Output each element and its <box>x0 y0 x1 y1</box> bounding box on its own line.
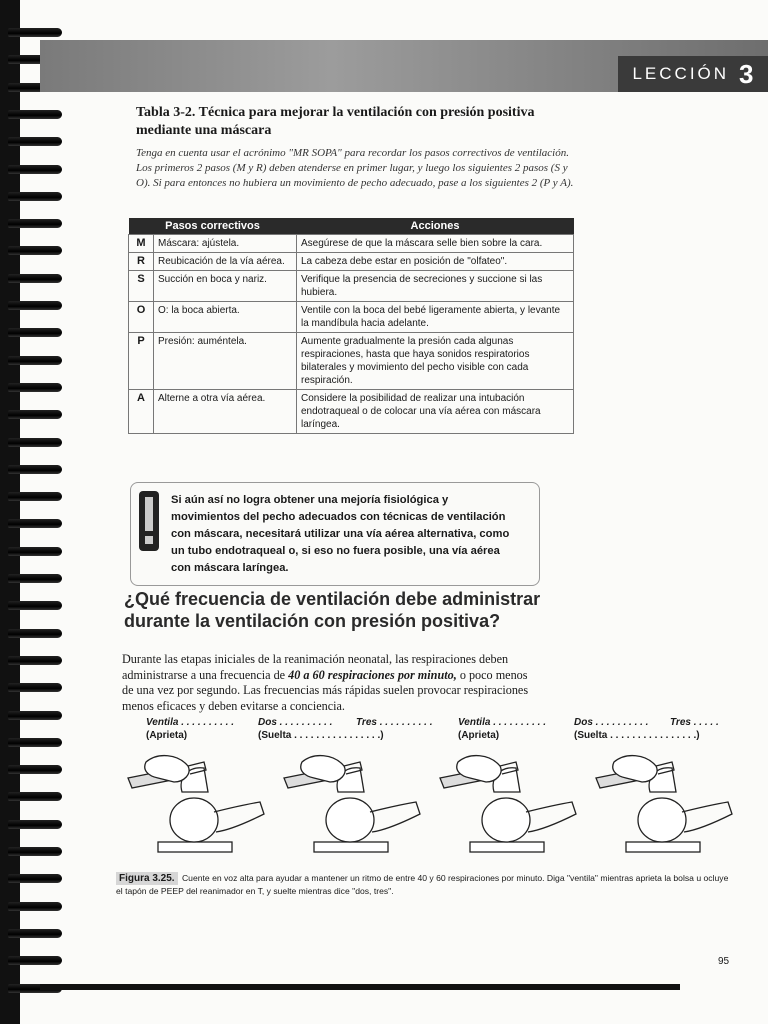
binding-coil <box>8 738 62 747</box>
step-letter: P <box>129 333 154 390</box>
binding-coil <box>8 847 62 856</box>
table-row <box>129 302 574 333</box>
binding-coil <box>8 383 62 392</box>
header-actions: Acciones <box>297 218 574 235</box>
alert-box <box>130 482 540 586</box>
step-action: Verifique la presencia de secreciones y succione si las hubiera. <box>297 271 574 302</box>
body-paragraph <box>122 652 542 714</box>
header-steps: Pasos correctivos <box>129 218 297 235</box>
table-row <box>129 253 574 271</box>
body-text-before: Durante las etapas iniciales de la reanimación neonatal, las respiraciones deben administrarse a una frecuencia de <box>122 652 509 682</box>
binding-coil <box>8 110 62 119</box>
lesson-badge <box>618 56 768 92</box>
binding-coil <box>8 792 62 801</box>
binding-coil <box>8 465 62 474</box>
count-ventila-1: Ventila . . . . . . . . . . (Aprieta) <box>146 717 234 741</box>
table-row <box>129 271 574 302</box>
binding-coil <box>8 137 62 146</box>
step-letter: M <box>129 235 154 253</box>
step-letter: S <box>129 271 154 302</box>
spiral-binding <box>0 0 62 1024</box>
binding-coil <box>8 274 62 283</box>
step-action: Considere la posibilidad de realizar una intubación endotraqueal o de colocar una vía aérea con máscara laríngea. <box>297 390 574 434</box>
step-name: Máscara: ajústela. <box>154 235 297 253</box>
binding-coil <box>8 574 62 583</box>
step-letter: R <box>129 253 154 271</box>
step-action: La cabeza debe estar en posición de "olfateo". <box>297 253 574 271</box>
binding-spine <box>0 0 20 1024</box>
step-name: Presión: auméntela. <box>154 333 297 390</box>
table-title: Tabla 3-2. Técnica para mejorar la ventilación con presión positiva mediante una máscara <box>136 105 535 138</box>
count-dos-1: Dos . . . . . . . . . . (Suelta . . . . . . . . . . . . . . . .) <box>258 717 384 741</box>
figure-caption-text: Cuente en voz alta para ayudar a mantener un ritmo de entre 40 y 60 respiraciones por minuto. Diga "ventila" mientras aprieta la bolsa u ocluye el tapón de PEEP del reanimador en T, y suelte mientras dice "dos, tres". <box>116 873 729 896</box>
alert-text: Si aún así no logra obtener una mejoría fisiológica y movimientos del pecho adecuados con técnicas de ventilación con máscara, necesitará utilizar una vía aérea alternativa, como un tubo endotraqueal o, si eso no fuera posible, una vía aérea con máscara laríngea. <box>171 494 510 574</box>
binding-coil <box>8 438 62 447</box>
figure-label: Figura 3.25. <box>116 872 178 885</box>
binding-coil <box>8 656 62 665</box>
count-ventila-2: Ventila . . . . . . . . . . (Aprieta) <box>458 717 546 741</box>
binding-coil <box>8 765 62 774</box>
table-row <box>129 390 574 434</box>
ventilation-frame <box>128 756 264 852</box>
section-heading: ¿Qué frecuencia de ventilación debe administrar durante la ventilación con presión positiva? <box>124 589 541 631</box>
step-action: Asegúrese de que la máscara selle bien sobre la cara. <box>297 235 574 253</box>
binding-coil <box>8 410 62 419</box>
binding-coil <box>8 683 62 692</box>
binding-coil <box>8 547 62 556</box>
bottom-rule <box>40 984 680 990</box>
body-text-emphasis: 40 a 60 respiraciones por minuto, <box>288 667 457 682</box>
lesson-number: 3 <box>739 58 754 89</box>
step-name: Alterne a otra vía aérea. <box>154 390 297 434</box>
exclamation-icon <box>139 491 159 551</box>
body-text-after: o poco menos de una vez por segundo. Las frecuencias más rápidas suelen provocar respiraciones menos eficaces y deben evitarse a conciencia. <box>122 667 529 713</box>
lesson-label: LECCIÓN <box>632 64 730 83</box>
step-action: Aumente gradualmente la presión cada algunas respiraciones, hasta que haya sonidos respiratorios bilaterales y movimiento del pecho visible con cada respiración. <box>297 333 574 390</box>
binding-coil <box>8 219 62 228</box>
ventilation-illustration <box>118 748 738 868</box>
table-intro: Tenga en cuenta usar el acrónimo "MR SOPA" para recordar los pasos correctivos de ventilación. Los primeros 2 pasos (M y R) deben atenderse en primer lugar, y luego los siguientes 2 pasos (S y O). Si para entonces no hubiera un movimiento de pecho adecuado, pase a los siguientes 2 (P y A). <box>136 147 574 189</box>
step-name: O: la boca abierta. <box>154 302 297 333</box>
count-dos-2: Dos . . . . . . . . . . (Suelta . . . . . . . . . . . . . . . .) <box>574 717 700 741</box>
binding-coil <box>8 874 62 883</box>
binding-coil <box>8 165 62 174</box>
binding-coil <box>8 711 62 720</box>
binding-coil <box>8 192 62 201</box>
binding-coil <box>8 301 62 310</box>
binding-coil <box>8 356 62 365</box>
binding-coil <box>8 629 62 638</box>
table-header-row <box>129 218 574 235</box>
binding-coil <box>8 601 62 610</box>
step-name: Reubicación de la vía aérea. <box>154 253 297 271</box>
step-letter: A <box>129 390 154 434</box>
count-tres-1: Tres . . . . . . . . . . <box>356 717 433 728</box>
binding-coil <box>8 820 62 829</box>
step-letter: O <box>129 302 154 333</box>
binding-coil <box>8 246 62 255</box>
figure-caption <box>116 872 736 898</box>
corrective-steps-table <box>128 218 574 434</box>
count-tres-2: Tres . . . . . <box>670 717 719 728</box>
step-action: Ventile con la boca del bebé ligeramente abierta, y levante la mandíbula hacia adelante. <box>297 302 574 333</box>
binding-coil <box>8 328 62 337</box>
binding-coil <box>8 492 62 501</box>
binding-coil <box>8 28 62 37</box>
binding-coil <box>8 929 62 938</box>
binding-coil <box>8 956 62 965</box>
table-row <box>129 235 574 253</box>
binding-coil <box>8 902 62 911</box>
step-name: Succión en boca y nariz. <box>154 271 297 302</box>
table-row <box>129 333 574 390</box>
binding-coil <box>8 519 62 528</box>
page-number: 95 <box>718 956 730 967</box>
